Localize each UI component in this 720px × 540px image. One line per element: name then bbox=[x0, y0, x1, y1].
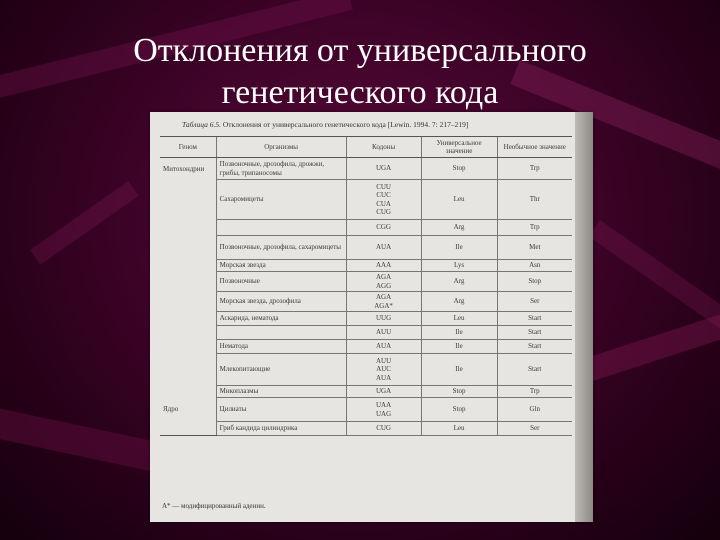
cell-genome bbox=[160, 236, 216, 260]
cell-unusual-meaning: Start bbox=[497, 354, 572, 386]
codon: UGA bbox=[376, 387, 392, 396]
cell-organism: Нематода bbox=[216, 340, 346, 354]
table-row bbox=[160, 292, 572, 312]
cell-unusual-meaning: Met bbox=[497, 236, 572, 260]
codon: AAA bbox=[376, 261, 392, 270]
codon: AUA bbox=[376, 342, 392, 351]
codon: AUC bbox=[376, 365, 391, 374]
table-row bbox=[160, 260, 572, 272]
cell-codons bbox=[346, 272, 421, 292]
cell-universal-meaning: Ile bbox=[421, 354, 497, 386]
header-organisms: Организмы bbox=[216, 137, 346, 158]
cell-genome bbox=[160, 312, 216, 326]
codon: AGA* bbox=[374, 301, 393, 310]
table-row bbox=[160, 398, 572, 422]
table-caption-text: Отклонения от универсального генетического кода [Lewin. 1994. 7: 217–219] bbox=[222, 120, 469, 129]
cell-genome bbox=[160, 220, 216, 236]
cell-universal-meaning: Ile bbox=[421, 340, 497, 354]
codon: AUU bbox=[376, 328, 392, 337]
table-row bbox=[160, 326, 572, 340]
cell-genome bbox=[160, 354, 216, 386]
header-universal: Универсальное значение bbox=[421, 137, 497, 158]
cell-organism: Позвоночные, дрозофила, сахаромицеты bbox=[216, 236, 346, 260]
cell-codons bbox=[346, 398, 421, 422]
cell-unusual-meaning: Trp bbox=[497, 386, 572, 398]
cell-codons bbox=[346, 260, 421, 272]
cell-unusual-meaning: Trp bbox=[497, 158, 572, 180]
cell-universal-meaning: Stop bbox=[421, 398, 497, 422]
cell-universal-meaning: Arg bbox=[421, 292, 497, 312]
genetic-code-table bbox=[160, 136, 572, 436]
cell-universal-meaning: Leu bbox=[421, 312, 497, 326]
table-row bbox=[160, 236, 572, 260]
cell-genome bbox=[160, 180, 216, 220]
cell-unusual-meaning: Ser bbox=[497, 422, 572, 436]
slide-title bbox=[0, 30, 720, 114]
cell-genome bbox=[160, 422, 216, 436]
cell-universal-meaning: Ile bbox=[421, 236, 497, 260]
cell-organism: Микоплазмы bbox=[216, 386, 346, 398]
cell-genome: Митохондрии bbox=[163, 164, 205, 173]
cell-unusual-meaning: Start bbox=[497, 312, 572, 326]
table-row bbox=[160, 422, 572, 436]
cell-genome bbox=[160, 340, 216, 354]
cell-unusual-meaning: Ser bbox=[497, 292, 572, 312]
background-stripe bbox=[589, 220, 720, 328]
table-caption bbox=[182, 120, 468, 129]
codon: AGG bbox=[376, 281, 392, 290]
cell-organism: Сахаромицеты bbox=[216, 180, 346, 220]
cell-unusual-meaning: Thr bbox=[497, 180, 572, 220]
cell-codons bbox=[346, 236, 421, 260]
header-genome: Геном bbox=[160, 137, 216, 158]
cell-organism: Морская звезда, дрозофила bbox=[216, 292, 346, 312]
scanned-table-document bbox=[150, 112, 593, 522]
slide-title-line2: генетического кода bbox=[221, 74, 499, 111]
cell-codons bbox=[346, 292, 421, 312]
cell-codons bbox=[346, 180, 421, 220]
cell-genome bbox=[160, 326, 216, 340]
cell-organism: Позвоночные, дрозофила, дрожжи, грибы, трипаносомы bbox=[216, 158, 346, 180]
table-caption-label: Таблица 6.5. bbox=[182, 120, 221, 129]
cell-organism: Позвоночные bbox=[216, 272, 346, 292]
table-row bbox=[160, 312, 572, 326]
table-body bbox=[160, 158, 572, 436]
cell-universal-meaning: Leu bbox=[421, 180, 497, 220]
cell-organism: Аскарида, нематода bbox=[216, 312, 346, 326]
cell-universal-meaning: Lys bbox=[421, 260, 497, 272]
cell-codons bbox=[346, 340, 421, 354]
cell-codons bbox=[346, 220, 421, 236]
table-row bbox=[160, 354, 572, 386]
table-row bbox=[160, 158, 572, 180]
cell-codons bbox=[346, 158, 421, 180]
table-row bbox=[160, 220, 572, 236]
cell-codons bbox=[346, 312, 421, 326]
cell-genome bbox=[160, 260, 216, 272]
cell-universal-meaning: Arg bbox=[421, 220, 497, 236]
codon: CUA bbox=[376, 199, 391, 208]
cell-unusual-meaning: Trp bbox=[497, 220, 572, 236]
cell-organism bbox=[216, 220, 346, 236]
cell-codons bbox=[346, 326, 421, 340]
table-row bbox=[160, 340, 572, 354]
table-header-row bbox=[160, 137, 572, 158]
codon: UAG bbox=[376, 409, 392, 418]
codon: CUG bbox=[376, 424, 391, 433]
codon: AUU bbox=[376, 356, 392, 365]
slide-title-line1: Отклонения от универсального bbox=[133, 32, 587, 69]
header-codons: Кодоны bbox=[346, 137, 421, 158]
cell-organism bbox=[216, 326, 346, 340]
codon: CUC bbox=[376, 191, 391, 200]
cell-unusual-meaning: Asn bbox=[497, 260, 572, 272]
cell-codons bbox=[346, 422, 421, 436]
cell-genome: Ядро bbox=[163, 405, 179, 414]
cell-organism: Цилиаты bbox=[216, 398, 346, 422]
table-row bbox=[160, 180, 572, 220]
codon: AUA bbox=[376, 243, 392, 252]
codon: AGA bbox=[376, 273, 392, 282]
cell-organism: Гриб кандида цилиндрика bbox=[216, 422, 346, 436]
header-unusual: Необычное значение bbox=[497, 137, 572, 158]
codon: CUU bbox=[376, 182, 391, 191]
cell-genome bbox=[160, 272, 216, 292]
cell-unusual-meaning: Gln bbox=[497, 398, 572, 422]
cell-genome bbox=[160, 386, 216, 398]
codon: CGG bbox=[376, 223, 391, 232]
cell-unusual-meaning: Start bbox=[497, 326, 572, 340]
cell-universal-meaning: Ile bbox=[421, 326, 497, 340]
table-row bbox=[160, 272, 572, 292]
codon: UGA bbox=[376, 164, 392, 173]
codon: AUA bbox=[376, 373, 392, 382]
cell-unusual-meaning: Stop bbox=[497, 272, 572, 292]
cell-unusual-meaning: Start bbox=[497, 340, 572, 354]
codon: CUG bbox=[376, 207, 391, 216]
table-row bbox=[160, 386, 572, 398]
cell-universal-meaning: Stop bbox=[421, 386, 497, 398]
codon: UAA bbox=[376, 401, 392, 410]
cell-codons bbox=[346, 386, 421, 398]
table-footnote: A* — модифицированный аденин. bbox=[162, 502, 266, 510]
background-stripe bbox=[0, 400, 175, 475]
cell-universal-meaning: Stop bbox=[421, 158, 497, 180]
background-stripe bbox=[30, 181, 139, 265]
cell-genome bbox=[160, 292, 216, 312]
cell-universal-meaning: Arg bbox=[421, 272, 497, 292]
codon: AGA bbox=[376, 293, 392, 302]
cell-organism: Морская звезда bbox=[216, 260, 346, 272]
cell-codons bbox=[346, 354, 421, 386]
cell-universal-meaning: Leu bbox=[421, 422, 497, 436]
cell-organism: Млекопитающие bbox=[216, 354, 346, 386]
page-spine bbox=[575, 112, 593, 522]
codon: UUG bbox=[376, 314, 392, 323]
